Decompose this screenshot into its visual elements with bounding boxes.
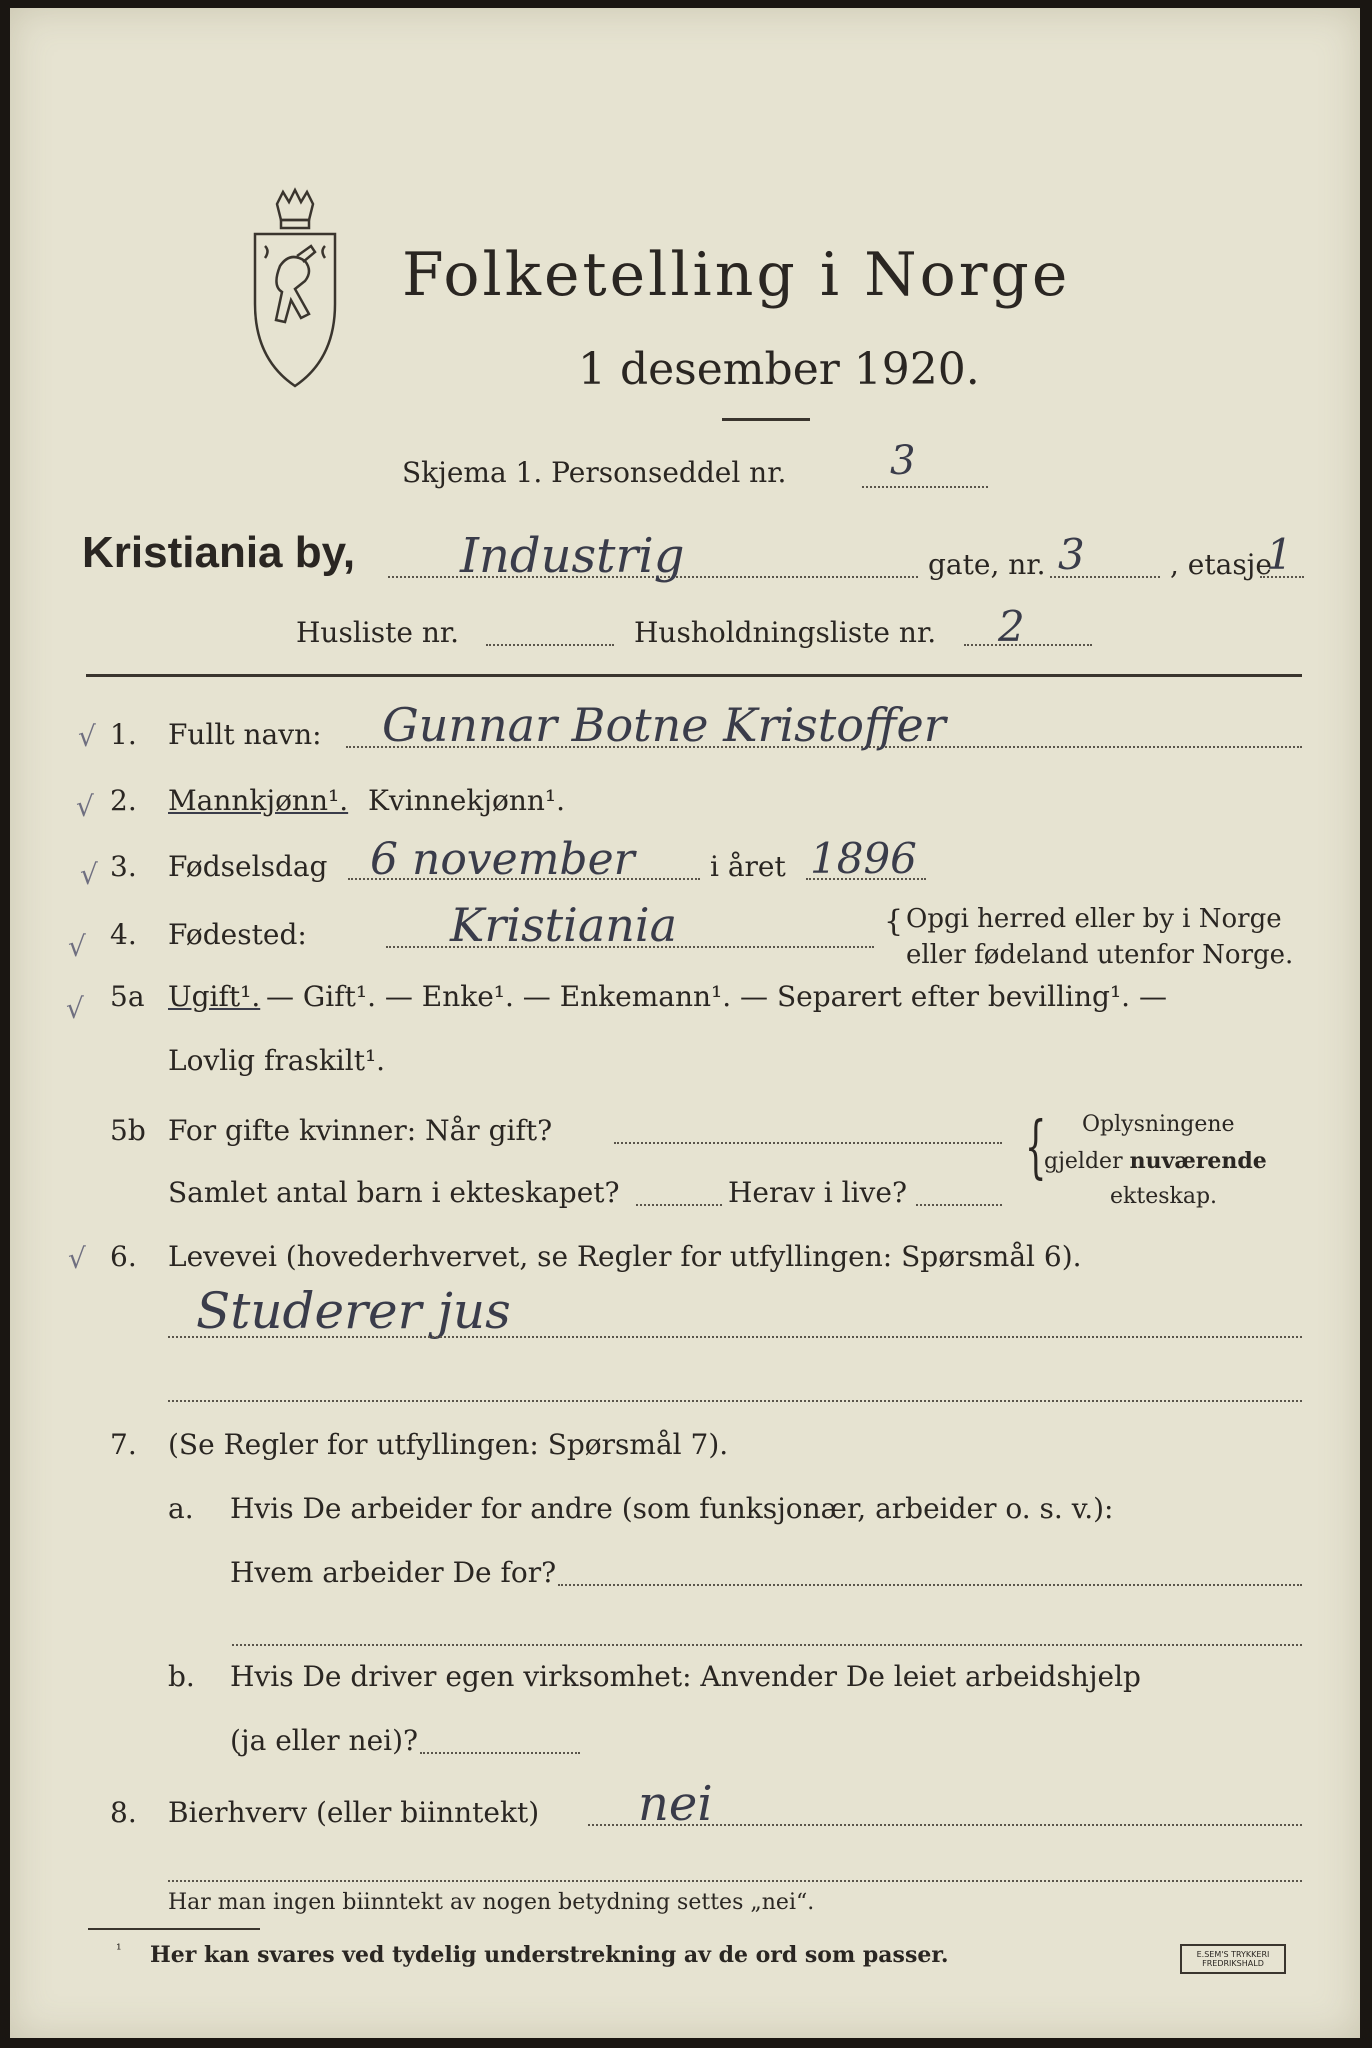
- q5b-note-line2b: nuværende: [1129, 1148, 1267, 1174]
- street-value[interactable]: Industrig: [460, 528, 685, 584]
- q1-label: Fullt navn:: [168, 718, 322, 751]
- norway-coat-of-arms-icon: [235, 186, 355, 396]
- checkmark-q6: √: [68, 1242, 86, 1275]
- q5b-number: 5b: [110, 1114, 146, 1147]
- q5b-children-field-line: [636, 1204, 722, 1206]
- q8-field-line2: [168, 1880, 1302, 1882]
- etasje-value[interactable]: 1: [1266, 530, 1293, 579]
- husliste-label: Husliste nr.: [296, 616, 460, 649]
- q4-label: Fødested:: [168, 918, 307, 951]
- q5a-ugift-option[interactable]: Ugift¹.: [168, 980, 261, 1013]
- q7b-letter: b.: [168, 1660, 195, 1693]
- q5b-label2: Samlet antal barn i ekteskapet?: [168, 1176, 620, 1209]
- checkmark-q3: √: [80, 858, 98, 891]
- checkmark-q4: √: [68, 930, 86, 963]
- q4-birthplace[interactable]: Kristiania: [450, 898, 678, 952]
- checkmark-q2: √: [76, 790, 94, 823]
- q3-birth-day[interactable]: 6 november: [370, 834, 635, 885]
- schema-label: Skjema 1. Personseddel nr.: [402, 456, 787, 489]
- gate-nr[interactable]: 3: [1058, 530, 1085, 579]
- gate-label: gate, nr.: [928, 548, 1046, 581]
- husliste-field-line: [486, 644, 614, 646]
- q3-birth-year[interactable]: 1896: [810, 834, 917, 883]
- q7-label: (Se Regler for utfyllingen: Spørsmål 7).: [168, 1428, 729, 1461]
- q6-field-line1: [168, 1336, 1302, 1338]
- q8-value[interactable]: nei: [638, 1776, 713, 1832]
- printer-stamp-text: E.SEM'S TRYKKERI FREDRIKSHALD: [1196, 1950, 1270, 1968]
- husholdning-label: Husholdningsliste nr.: [634, 616, 937, 649]
- checkmark-q1: √: [78, 720, 96, 753]
- q5b-label3: Herav i live?: [728, 1176, 907, 1209]
- q5b-note-line1: Oplysningene: [1082, 1112, 1235, 1137]
- q5b-alive-field-line: [916, 1204, 1002, 1206]
- personseddel-nr[interactable]: 3: [890, 438, 916, 484]
- q6-occupation[interactable]: Studerer jus: [196, 1282, 511, 1340]
- checkmark-q5a: √: [66, 992, 84, 1025]
- q5b-brace: {: [1024, 1108, 1047, 1187]
- q8-label: Bierhverv (eller biinntekt): [168, 1796, 540, 1829]
- q5b-note-line2a: gjelder: [1044, 1149, 1130, 1174]
- q8-number: 8.: [110, 1796, 137, 1829]
- q1-number: 1.: [110, 718, 137, 751]
- q4-brace: {: [884, 904, 904, 939]
- census-form: [10, 8, 1360, 2038]
- q1-full-name[interactable]: Gunnar Botne Kristoffer: [382, 698, 946, 752]
- form-title: Folketelling i Norge: [402, 240, 1071, 310]
- city-label: Kristiania by,: [82, 528, 356, 577]
- q5b-note-line2: [1044, 1148, 1267, 1174]
- footnote-rule: [88, 1928, 260, 1930]
- q4-note-line1: Opgi herred eller by i Norge: [906, 904, 1282, 934]
- q5a-other-options[interactable]: — Gift¹. — Enke¹. — Enkemann¹. — Separert efter bevilling¹. —: [266, 980, 1167, 1013]
- q7a-field-line2: [232, 1644, 1302, 1646]
- form-date: 1 desember 1920.: [578, 344, 980, 395]
- q5b-married-field-line: [614, 1142, 1002, 1144]
- q5a-line2[interactable]: Lovlig fraskilt¹.: [168, 1044, 386, 1077]
- q4-number: 4.: [110, 918, 137, 951]
- title-divider: [722, 418, 810, 421]
- q2-female-option[interactable]: Kvinnekjønn¹.: [368, 784, 566, 817]
- q7a-line2: Hvem arbeider De for?: [230, 1556, 557, 1589]
- q3-number: 3.: [110, 850, 137, 883]
- q7b-field-line: [420, 1752, 580, 1754]
- q6-field-line2: [168, 1400, 1302, 1402]
- etasje-label: , etasje: [1170, 548, 1272, 581]
- printer-stamp: [1180, 1944, 1286, 1974]
- footnote-text: Her kan svares ved tydelig understrekning av de ord som passer.: [150, 1942, 949, 1968]
- q7a-field-line1: [558, 1584, 1302, 1586]
- q6-label: Levevei (hovederhvervet, se Regler for utfyllingen: Spørsmål 6).: [168, 1240, 1082, 1273]
- q7-number: 7.: [110, 1428, 137, 1461]
- q5b-note-line3: ekteskap.: [1110, 1184, 1218, 1209]
- q2-number: 2.: [110, 784, 137, 817]
- husholdning-field-line: [964, 644, 1092, 646]
- footer-note: Har man ingen biinntekt av nogen betydning settes „nei“.: [168, 1890, 815, 1915]
- q2-male-option[interactable]: Mannkjønn¹.: [168, 784, 349, 817]
- q7b-line2: (ja eller nei)?: [230, 1724, 419, 1757]
- q5a-number: 5a: [110, 980, 145, 1013]
- q3-year-label: i året: [710, 850, 786, 883]
- q7a-letter: a.: [168, 1492, 194, 1525]
- q6-number: 6.: [110, 1240, 137, 1273]
- footnote-mark: ¹: [116, 1942, 122, 1958]
- q7b-line1: Hvis De driver egen virksomhet: Anvender De leiet arbeidshjelp: [230, 1660, 1141, 1693]
- personseddel-field-line: [862, 486, 988, 488]
- q3-label: Fødselsdag: [168, 850, 328, 883]
- q7a-line1: Hvis De arbeider for andre (som funksjonær, arbeider o. s. v.):: [230, 1492, 1114, 1525]
- header-rule: [86, 674, 1302, 677]
- husholdning-value[interactable]: 2: [998, 602, 1025, 651]
- q5b-label1: For gifte kvinner: Når gift?: [168, 1114, 553, 1147]
- q4-note-line2: eller fødeland utenfor Norge.: [906, 940, 1294, 970]
